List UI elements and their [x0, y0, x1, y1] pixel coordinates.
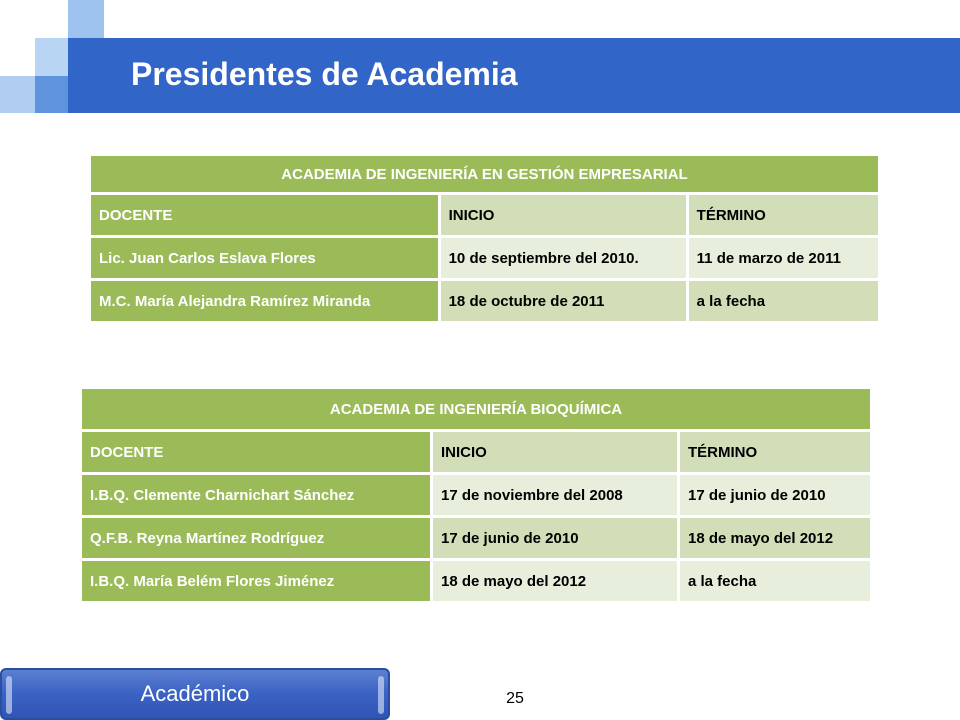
- cell-docente: Lic. Juan Carlos Eslava Flores: [91, 238, 438, 278]
- academico-button-label: Académico: [140, 681, 250, 706]
- decorative-square: [35, 38, 68, 76]
- table-header-row: [82, 432, 870, 472]
- table-title: ACADEMIA DE INGENIERÍA EN GESTIÓN EMPRESARIAL: [91, 156, 878, 192]
- cell-inicio: 18 de mayo del 2012: [433, 561, 677, 601]
- cell-termino: 17 de junio de 2010: [680, 475, 870, 515]
- page-number: 25: [506, 690, 524, 707]
- button-edge-decoration: [378, 676, 384, 714]
- column-header-docente: DOCENTE: [82, 432, 430, 472]
- cell-inicio: 17 de junio de 2010: [433, 518, 677, 558]
- column-header-termino: TÉRMINO: [689, 195, 878, 235]
- decorative-square: [68, 0, 104, 38]
- cell-docente: Q.F.B. Reyna Martínez Rodríguez: [82, 518, 430, 558]
- column-header-inicio: INICIO: [441, 195, 686, 235]
- column-header-inicio: INICIO: [433, 432, 677, 472]
- slide-title: Presidentes de Academia: [131, 56, 518, 92]
- cell-inicio: 18 de octubre de 2011: [441, 281, 686, 321]
- decorative-square: [35, 76, 68, 113]
- table-header-row: [91, 195, 878, 235]
- cell-docente: I.B.Q. María Belém Flores Jiménez: [82, 561, 430, 601]
- academy-table-bioquimica: [79, 386, 873, 604]
- cell-termino: a la fecha: [680, 561, 870, 601]
- academico-button[interactable]: [0, 668, 390, 720]
- cell-termino: 18 de mayo del 2012: [680, 518, 870, 558]
- column-header-docente: DOCENTE: [91, 195, 438, 235]
- academy-table-gestion-empresarial: [88, 153, 881, 324]
- table-row: [91, 238, 878, 278]
- decorative-square: [0, 76, 35, 113]
- cell-docente: M.C. María Alejandra Ramírez Miranda: [91, 281, 438, 321]
- table-title: ACADEMIA DE INGENIERÍA BIOQUÍMICA: [82, 389, 870, 429]
- table-row: [82, 518, 870, 558]
- table-row: [82, 475, 870, 515]
- cell-termino: 11 de marzo de 2011: [689, 238, 878, 278]
- button-edge-decoration: [6, 676, 12, 714]
- cell-inicio: 10 de septiembre del 2010.: [441, 238, 686, 278]
- cell-inicio: 17 de noviembre del 2008: [433, 475, 677, 515]
- column-header-termino: TÉRMINO: [680, 432, 870, 472]
- cell-docente: I.B.Q. Clemente Charnichart Sánchez: [82, 475, 430, 515]
- cell-termino: a la fecha: [689, 281, 878, 321]
- table-row: [91, 281, 878, 321]
- table-row: [82, 561, 870, 601]
